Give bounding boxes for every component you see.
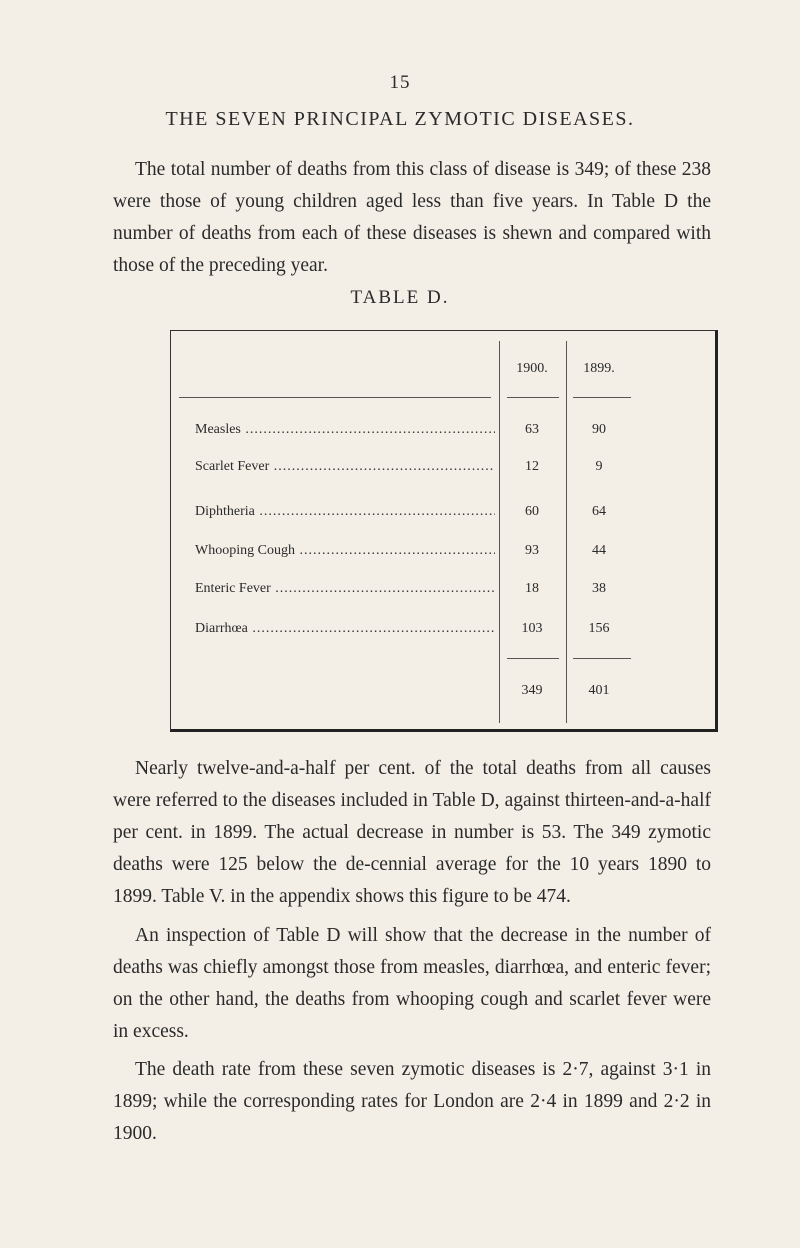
value-1899: 9 xyxy=(595,459,603,474)
section-heading: THE SEVEN PRINCIPAL ZYMOTIC DISEASES. xyxy=(165,108,635,130)
paragraph-death-rate: The death rate from these seven zymotic diseases is 2·7, against 3·1 in 1899; while the corresponding rates for London are 2·4 in 1899 and 2·2 in 1900. xyxy=(113,1059,711,1144)
row-label: Diphtheria ..... xyxy=(195,504,495,520)
value-1900: 18 xyxy=(525,581,539,596)
total-1899: 401 xyxy=(588,683,610,698)
value-1900: 60 xyxy=(525,504,539,519)
intro-paragraph: The total number of deaths from this class of disease is 349; of these 238 were those of young children aged less than five years. In Table D the number of deaths from each of these diseases is shewn and compared with those of the preceding year. xyxy=(113,159,711,276)
page-number: 15 xyxy=(389,72,411,93)
total-1900: 349 xyxy=(521,683,543,698)
column-rule xyxy=(566,341,567,723)
table-row xyxy=(171,621,719,641)
table-title: TABLE D. xyxy=(350,287,450,308)
value-1899: 64 xyxy=(592,504,606,519)
total-rule xyxy=(507,658,559,659)
table-d xyxy=(170,330,718,732)
value-1900: 63 xyxy=(525,422,539,437)
value-1899: 156 xyxy=(588,621,610,636)
header-rule xyxy=(507,397,559,398)
paragraph-inspection: An inspection of Table D will show that the decrease in the number of deaths was chiefly amongst those from measles, diarrhœa, and enteric fever; on the other hand, the deaths from whooping cough and scarlet fever were in excess. xyxy=(113,925,711,1042)
table-row xyxy=(171,504,719,524)
total-rule xyxy=(573,658,631,659)
header-1900: 1900. xyxy=(516,361,548,376)
paragraph-percentages: Nearly twelve-and-a-half per cent. of the total deaths from all causes were referred to the diseases included in Table D, against thirteen-and-a-half per cent. in 1899. The actual decrease in number is 53. The 349 zymotic deaths were 125 below the de-cennial average for the 10 years 1890 to 1899. Table V. in the appendix shows this figure to be 474. xyxy=(113,758,711,907)
value-1899: 44 xyxy=(592,543,606,558)
column-rule xyxy=(499,341,500,723)
row-label: Scarlet Fever ..... xyxy=(195,459,495,475)
table-row xyxy=(171,581,719,601)
value-1900: 12 xyxy=(525,459,539,474)
totals-row xyxy=(171,683,719,703)
row-label: Measles ..... xyxy=(195,422,495,438)
header-1899: 1899. xyxy=(583,361,615,376)
table-row xyxy=(171,459,719,479)
value-1900: 103 xyxy=(521,621,543,636)
header-rule xyxy=(179,397,491,398)
table-row xyxy=(171,543,719,563)
row-label: Enteric Fever ..... xyxy=(195,581,495,597)
row-label: Diarrhœa ..... xyxy=(195,621,495,637)
header-rule xyxy=(573,397,631,398)
value-1900: 93 xyxy=(525,543,539,558)
value-1899: 38 xyxy=(592,581,606,596)
row-label: Whooping Cough ..... xyxy=(195,543,495,559)
value-1899: 90 xyxy=(592,422,606,437)
table-row xyxy=(171,422,719,442)
